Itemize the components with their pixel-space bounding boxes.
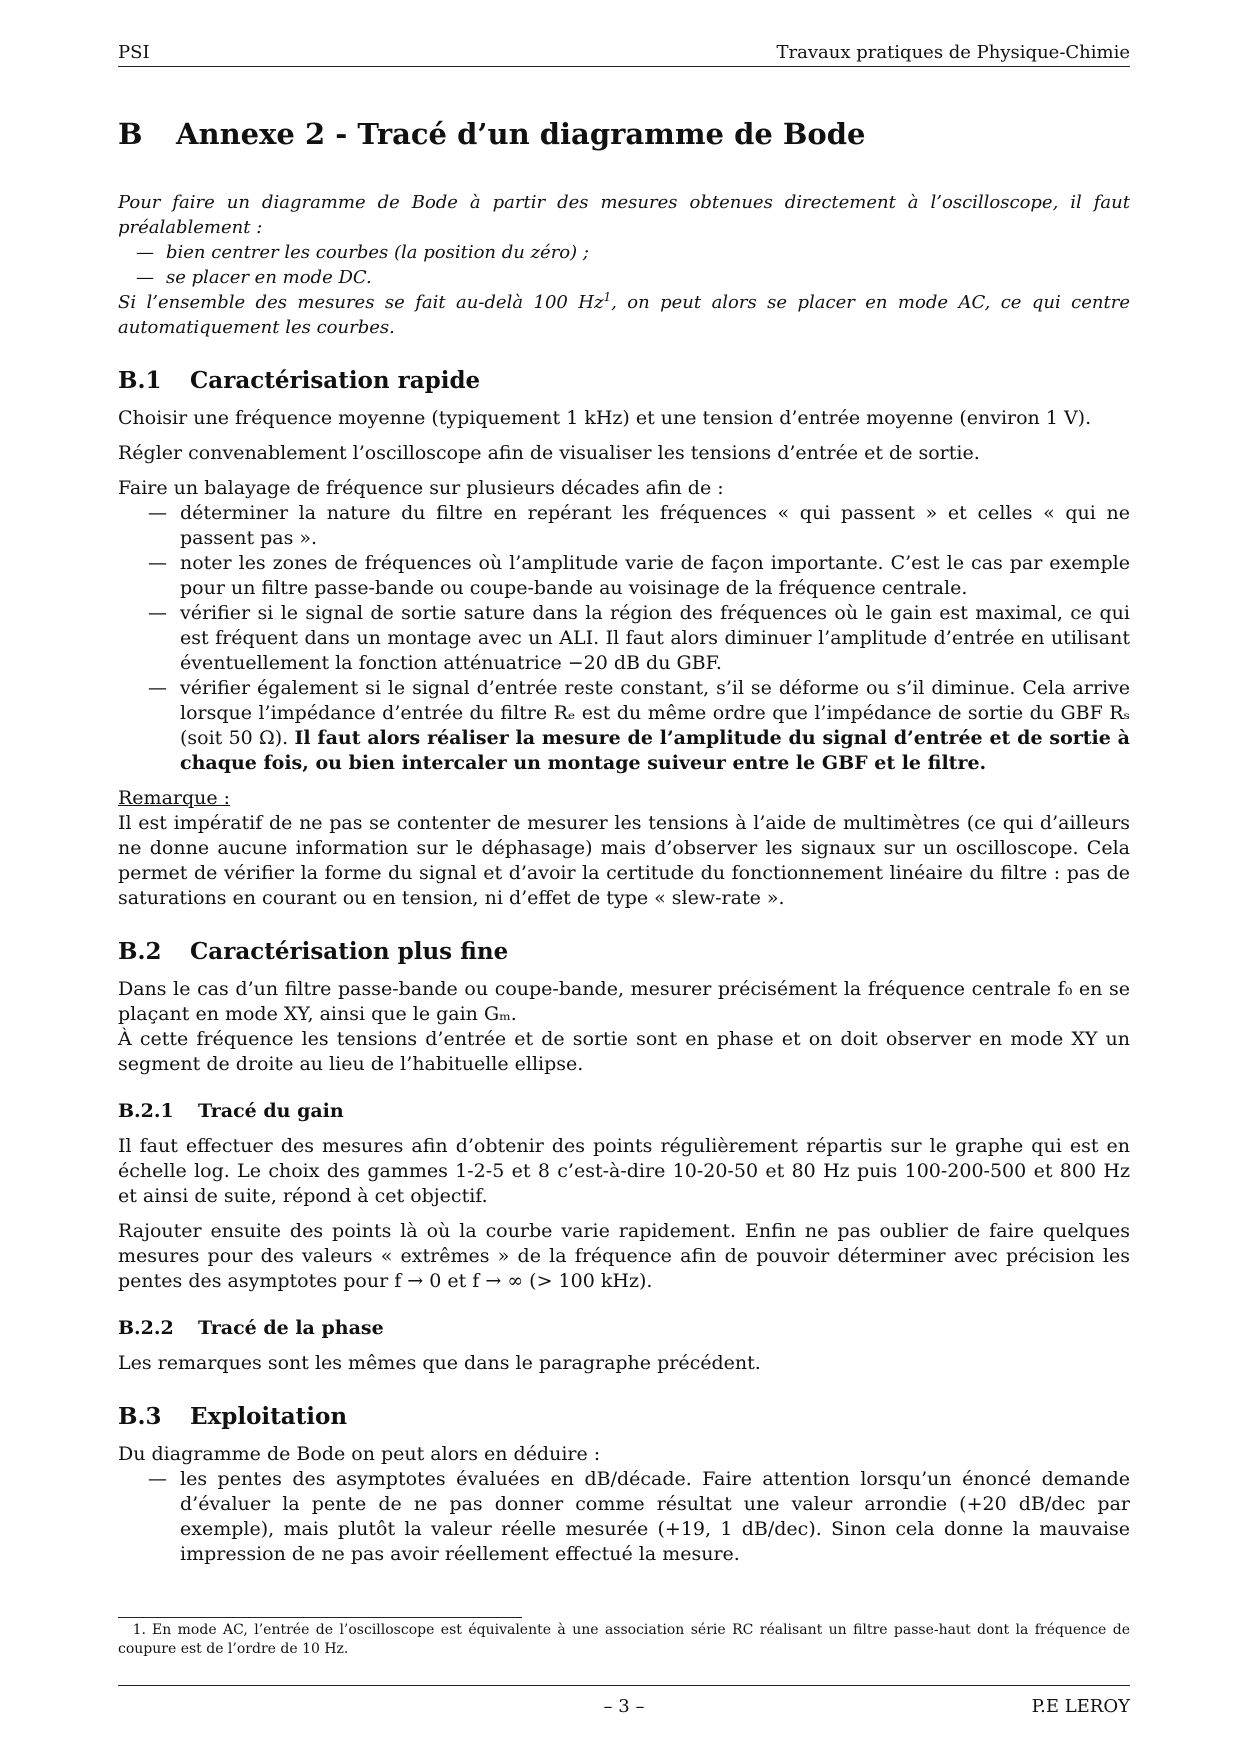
header-rule [118,66,1130,67]
b1-paragraph-2: Régler convenablement l’oscilloscope afin de visualiser les tensions d’entrée et de sortie. [118,442,980,464]
b2-paragraph-2: À cette fréquence les tensions d’entrée et de sortie sont en phase et on doit observer en mode XY un segment de droite au lieu de l’habituelle ellipse. [118,1028,1130,1075]
b22-paragraph-1: Les remarques sont les mêmes que dans le paragraphe précédent. [118,1352,761,1374]
subsection-number: B.3 [118,1403,162,1430]
list-item: — se placer en mode DC. [118,265,1130,290]
b3-paragraph-1: Du diagramme de Bode on peut alors en déduire : [118,1443,601,1465]
list-item: — les pentes des asymptotes évaluées en dB/décade. Faire attention lorsqu’un énoncé demande d’évaluer la pente de ne pas donner comme résultat une valeur arrondie (+20 dB/dec par exemple), mais plutôt la valeur réelle mesurée (+19, 1 dB/dec). Sinon cela donne la mauvaise impression de ne pas avoir réellement effectué la mesure. [118,1467,1130,1567]
footer-rule [118,1685,1130,1686]
subsubsection-title-b21 [118,1099,1130,1124]
remark-text: Il est impératif de ne pas se contenter de mesurer les tensions à l’aide de multimètres (ce qui d’ailleurs ne donne aucune information sur le déphasage) mais d’observer les signaux sur un oscilloscope. Cela permet de vérifier la forme du signal et d’avoir la certitude du fonctionnement linéaire du filtre : pas de saturations en courant ou en tension, ni d’effet de type « slew-rate ». [118,812,1130,909]
b1-list [118,501,1130,776]
b3-list [118,1467,1130,1567]
b1-paragraph-3: Faire un balayage de fréquence sur plusieurs décades afin de : [118,477,724,499]
footnote-rule [118,1617,522,1618]
list-item [118,676,1130,776]
page-number: – 3 – [603,1696,645,1717]
running-header [118,40,1130,65]
subsubsection-number: B.2.1 [118,1100,174,1122]
list-item: — noter les zones de fréquences où l’amplitude varie de façon importante. C’est le cas par exemple pour un filtre passe-bande ou coupe-bande au voisinage de la fréquence centrale. [118,551,1130,601]
subsubsection-title-text: Tracé de la phase [198,1317,384,1339]
section-number: B [118,117,143,151]
header-right: Travaux pratiques de Physique-Chimie [776,42,1130,63]
intro-p2-rest: , on peut alors se placer en mode AC, ce qui centre automatiquement les courbes. [118,292,1130,338]
intro-paragraph-1: Pour faire un diagramme de Bode à partir des mesures obtenues directement à l’oscilloscope, il faut préalablement : [118,192,1130,238]
subsection-title-b3 [118,1402,1130,1432]
subsection-title-text: Exploitation [190,1403,348,1430]
document-body [118,116,1130,1577]
subsection-title-text: Caractérisation plus fine [190,938,509,965]
remark-block [118,786,1130,811]
intro-paragraph-2 [118,290,1130,340]
subsection-number: B.1 [118,367,162,394]
subsection-title-text: Caractérisation rapide [190,367,481,394]
intro-block [118,190,1130,340]
subsubsection-title-text: Tracé du gain [198,1100,344,1122]
header-left: PSI [118,42,150,63]
list-item-text: vérifier également si le signal d’entrée reste constant, s’il se déforme ou s’il diminue. Cela arrive lorsque l’impédance d’entrée du filtre Rₑ est du même ordre que l’impédance de sortie du GBF Rₛ (soit 50 Ω). [180,677,1130,749]
footnote [118,1621,1130,1659]
list-item: — bien centrer les courbes (la position du zéro) ; [118,240,1130,265]
section-title [118,116,1130,152]
subsection-number: B.2 [118,938,162,965]
intro-list [118,240,1130,290]
footnote-number: 1. [132,1622,146,1638]
intro-p2-text: Si l’ensemble des mesures se fait au-delà 100 Hz [118,292,604,313]
footnote-marker[interactable]: 1 [603,290,612,304]
subsection-title-b2 [118,937,1130,967]
author: P.E LEROY [1031,1696,1130,1717]
list-item: — vérifier si le signal de sortie sature dans la région des fréquences où le gain est maximal, ce qui est fréquent dans un montage avec un ALI. Il faut alors diminuer l’amplitude d’entrée en utilisant éventuellement la fonction atténuatrice −20 dB du GBF. [118,601,1130,676]
list-item: — déterminer la nature du filtre en repérant les fréquences « qui passent » et celles « qui ne passent pas ». [118,501,1130,551]
b2-paragraph-1: Dans le cas d’un filtre passe-bande ou coupe-bande, mesurer précisément la fréquence centrale f₀ en se plaçant en mode XY, ainsi que le gain Gₘ. [118,978,1130,1025]
footnote-text: En mode AC, l’entrée de l’oscilloscope est équivalente à une association série RC réalisant un filtre passe-haut dont la fréquence de coupure est de l’ordre de 10 Hz. [118,1622,1130,1657]
section-title-text: Annexe 2 - Tracé d’un diagramme de Bode [176,117,866,151]
b21-paragraph-2: Rajouter ensuite des points là où la courbe varie rapidement. Enfin ne pas oublier de faire quelques mesures pour des valeurs « extrêmes » de la fréquence afin de pouvoir déterminer avec précision les pentes des asymptotes pour f → 0 et f → ∞ (> 100 kHz). [118,1220,1130,1292]
remark-label: Remarque : [118,787,231,809]
subsection-title-b1 [118,366,1130,396]
b21-paragraph-1: Il faut effectuer des mesures afin d’obtenir des points régulièrement répartis sur le graphe qui est en échelle log. Le choix des gammes 1-2-5 et 8 c’est-à-dire 10-20-50 et 80 Hz puis 100-200-500 et 800 Hz et ainsi de suite, répond à cet objectif. [118,1135,1130,1207]
subsubsection-title-b22 [118,1316,1130,1341]
subsubsection-number: B.2.2 [118,1317,174,1339]
b1-paragraph-1: Choisir une fréquence moyenne (typiquement 1 kHz) et une tension d’entrée moyenne (environ 1 V). [118,407,1092,429]
list-item-emphasis: Il faut alors réaliser la mesure de l’amplitude du signal d’entrée et de sortie à chaque fois, ou bien intercaler un montage suiveur entre le GBF et le filtre. [180,727,1130,774]
